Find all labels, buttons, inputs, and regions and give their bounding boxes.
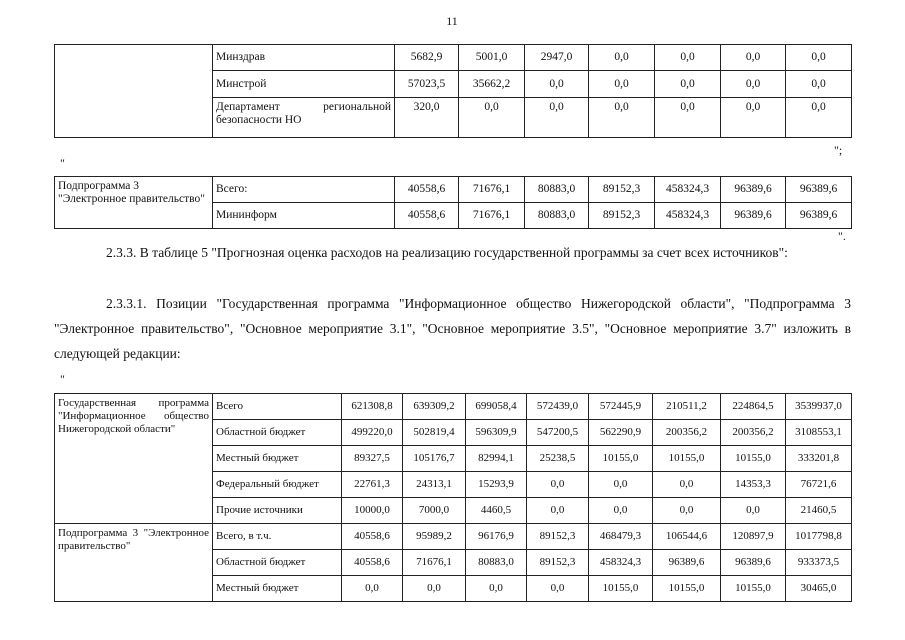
value-cell: 76721,6 [786, 472, 852, 498]
value-cell: 0,0 [655, 98, 721, 138]
value-cell: 40558,6 [342, 550, 403, 576]
value-cell: 89152,3 [527, 550, 589, 576]
value-cell: 10155,0 [653, 446, 721, 472]
row-label: Мининформ [213, 203, 395, 229]
table-row [55, 45, 852, 71]
table-subprogram-3 [54, 176, 852, 229]
value-cell: 95989,2 [403, 524, 466, 550]
value-cell: 89327,5 [342, 446, 403, 472]
value-cell: 200356,2 [653, 420, 721, 446]
value-cell: 0,0 [589, 472, 653, 498]
value-cell: 57023,5 [395, 71, 459, 98]
row-label: Минздрав [213, 45, 395, 71]
value-cell: 458324,3 [655, 177, 721, 203]
opening-quote-mark: " [60, 372, 65, 386]
value-cell: 35662,2 [459, 71, 525, 98]
value-cell: 10155,0 [721, 446, 786, 472]
value-cell: 0,0 [527, 498, 589, 524]
value-cell: 21460,5 [786, 498, 852, 524]
value-cell: 96389,6 [721, 177, 786, 203]
value-cell: 933373,5 [786, 550, 852, 576]
value-cell: 572445,9 [589, 394, 653, 420]
value-cell: 89152,3 [589, 203, 655, 229]
value-cell: 10155,0 [589, 446, 653, 472]
value-cell: 40558,6 [395, 203, 459, 229]
value-cell: 14353,3 [721, 472, 786, 498]
row-label: Департамент региональной безопасности НО [213, 98, 395, 138]
value-cell: 502819,4 [403, 420, 466, 446]
row-label: Всего: [213, 177, 395, 203]
value-cell: 0,0 [525, 71, 589, 98]
value-cell: 24313,1 [403, 472, 466, 498]
program-name: Государственная программа "Информационное общество Нижегородской области" [55, 394, 213, 524]
value-cell: 200356,2 [721, 420, 786, 446]
value-cell: 96176,9 [466, 524, 527, 550]
value-cell: 71676,1 [403, 550, 466, 576]
value-cell: 562290,9 [589, 420, 653, 446]
value-cell: 71676,1 [459, 177, 525, 203]
page-number: 11 [446, 14, 458, 28]
value-cell: 468479,3 [589, 524, 653, 550]
value-cell: 699058,4 [466, 394, 527, 420]
value-cell: 621308,8 [342, 394, 403, 420]
paragraph-2-3-3: 2.3.3. В таблице 5 "Прогнозная оценка расходов на реализацию государственной программы за счет всех источников": [106, 245, 788, 260]
value-cell: 499220,0 [342, 420, 403, 446]
table-forecast-expenses [54, 393, 852, 602]
value-cell: 0,0 [655, 45, 721, 71]
value-cell: 1017798,8 [786, 524, 852, 550]
closing-quote-mark: "; [834, 143, 843, 157]
row-label: Минстрой [213, 71, 395, 98]
value-cell: 0,0 [721, 98, 786, 138]
value-cell: 0,0 [653, 472, 721, 498]
value-cell: 0,0 [589, 45, 655, 71]
value-cell: 596309,9 [466, 420, 527, 446]
value-cell: 40558,6 [395, 177, 459, 203]
table-row [55, 394, 852, 420]
value-cell: 40558,6 [342, 524, 403, 550]
value-cell: 0,0 [525, 98, 589, 138]
row-label: Областной бюджет [213, 420, 342, 446]
paragraph-2-3-3-1: 2.3.3.1. Позиции "Государственная программа "Информационное общество Нижегородской области", "Подпрограмма 3 "Электронное правительство", "Основное мероприятие 3.1", "Основное мероприятие 3.5", "Основное мероприятие 3.7" изложить в следующей редакции: [54, 296, 851, 361]
value-cell: 210511,2 [653, 394, 721, 420]
value-cell: 71676,1 [459, 203, 525, 229]
value-cell: 0,0 [786, 71, 852, 98]
value-cell: 0,0 [342, 576, 403, 602]
value-cell: 25238,5 [527, 446, 589, 472]
value-cell: 333201,8 [786, 446, 852, 472]
table-row [55, 177, 852, 203]
value-cell: 10155,0 [721, 576, 786, 602]
value-cell: 572439,0 [527, 394, 589, 420]
value-cell: 0,0 [589, 71, 655, 98]
table-row [55, 524, 852, 550]
table-top-continuation [54, 44, 852, 138]
subprogram-name: Подпрограмма 3 "Электронное правительство" [55, 524, 213, 602]
subprogram-name: Подпрограмма 3 "Электронное правительство" [55, 177, 213, 229]
value-cell: 80883,0 [525, 203, 589, 229]
row-label: Областной бюджет [213, 550, 342, 576]
empty-cell [55, 45, 213, 138]
opening-quote-mark: " [60, 156, 65, 170]
value-cell: 5001,0 [459, 45, 525, 71]
value-cell: 458324,3 [655, 203, 721, 229]
value-cell: 0,0 [403, 576, 466, 602]
value-cell: 0,0 [721, 45, 786, 71]
value-cell: 458324,3 [589, 550, 653, 576]
value-cell: 0,0 [655, 71, 721, 98]
value-cell: 0,0 [786, 45, 852, 71]
value-cell: 0,0 [459, 98, 525, 138]
value-cell: 3108553,1 [786, 420, 852, 446]
value-cell: 106544,6 [653, 524, 721, 550]
row-label: Всего [213, 394, 342, 420]
row-label: Местный бюджет [213, 446, 342, 472]
value-cell: 120897,9 [721, 524, 786, 550]
value-cell: 3539937,0 [786, 394, 852, 420]
value-cell: 96389,6 [653, 550, 721, 576]
value-cell: 2947,0 [525, 45, 589, 71]
value-cell: 10000,0 [342, 498, 403, 524]
value-cell: 547200,5 [527, 420, 589, 446]
value-cell: 15293,9 [466, 472, 527, 498]
value-cell: 7000,0 [403, 498, 466, 524]
value-cell: 30465,0 [786, 576, 852, 602]
value-cell: 96389,6 [786, 203, 852, 229]
row-label: Местный бюджет [213, 576, 342, 602]
value-cell: 105176,7 [403, 446, 466, 472]
value-cell: 22761,3 [342, 472, 403, 498]
value-cell: 80883,0 [466, 550, 527, 576]
value-cell: 96389,6 [721, 203, 786, 229]
value-cell: 96389,6 [721, 550, 786, 576]
value-cell: 0,0 [721, 498, 786, 524]
value-cell: 320,0 [395, 98, 459, 138]
value-cell: 639309,2 [403, 394, 466, 420]
closing-quote-mark: ". [838, 229, 846, 243]
row-label: Федеральный бюджет [213, 472, 342, 498]
row-label: Прочие источники [213, 498, 342, 524]
value-cell: 0,0 [721, 71, 786, 98]
value-cell: 96389,6 [786, 177, 852, 203]
value-cell: 0,0 [653, 498, 721, 524]
value-cell: 5682,9 [395, 45, 459, 71]
value-cell: 0,0 [589, 498, 653, 524]
value-cell: 0,0 [527, 472, 589, 498]
row-label: Всего, в т.ч. [213, 524, 342, 550]
value-cell: 224864,5 [721, 394, 786, 420]
value-cell: 89152,3 [527, 524, 589, 550]
value-cell: 89152,3 [589, 177, 655, 203]
value-cell: 10155,0 [589, 576, 653, 602]
value-cell: 4460,5 [466, 498, 527, 524]
value-cell: 82994,1 [466, 446, 527, 472]
value-cell: 80883,0 [525, 177, 589, 203]
value-cell: 0,0 [786, 98, 852, 138]
value-cell: 10155,0 [653, 576, 721, 602]
value-cell: 0,0 [527, 576, 589, 602]
value-cell: 0,0 [466, 576, 527, 602]
value-cell: 0,0 [589, 98, 655, 138]
